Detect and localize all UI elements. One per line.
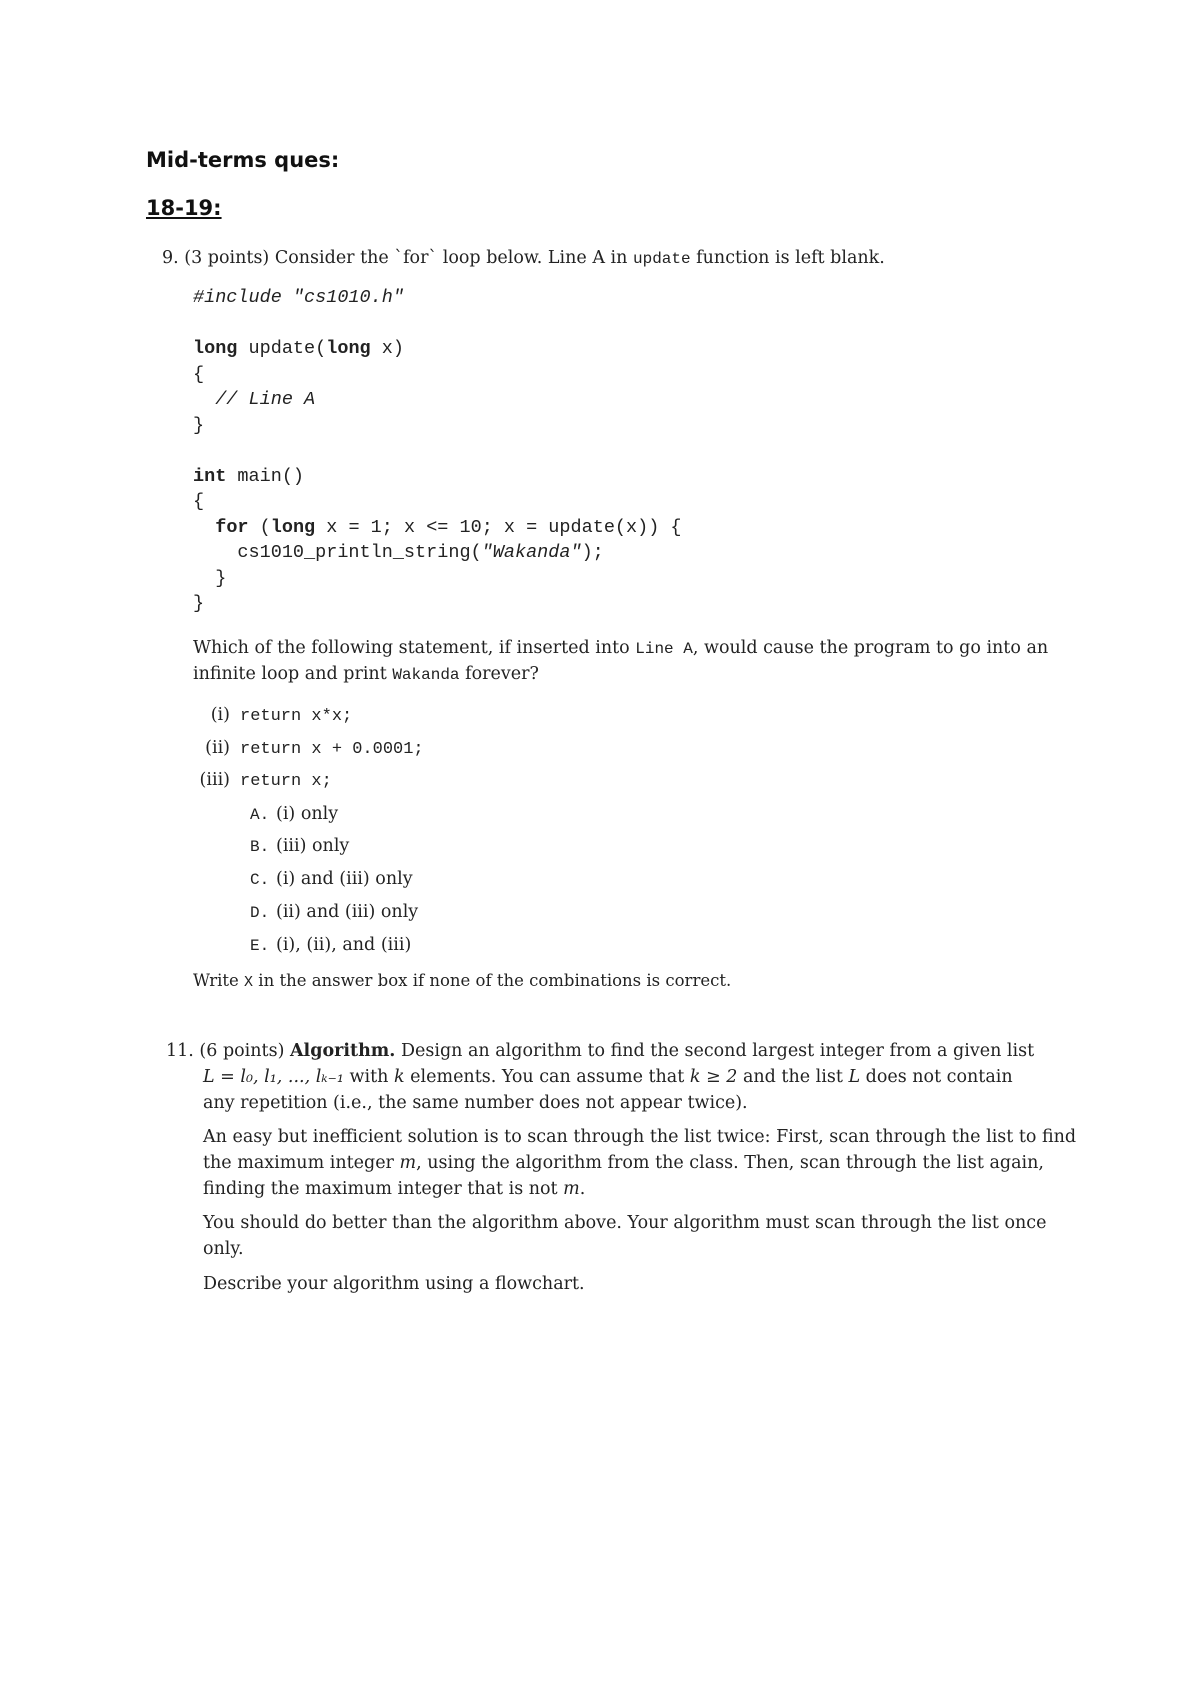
q11-math-m: m xyxy=(399,1153,417,1173)
q11-math-list: L = l₀, l₁, ..., lₖ₋₁ xyxy=(203,1067,344,1087)
q11-p3-line2: only. xyxy=(203,1239,244,1259)
code-line-brace: } xyxy=(193,567,227,589)
q9-number: 9. xyxy=(162,248,179,268)
q11-p3-line1: You should do better than the algorithm above. Your algorithm must scan through the list once xyxy=(203,1213,1047,1233)
q9-footer xyxy=(193,971,731,991)
q9-header xyxy=(162,248,885,268)
q9-choice xyxy=(250,869,413,889)
q9-choice-text: (iii) only xyxy=(276,836,350,856)
q9-choice-letter: C. xyxy=(250,871,270,889)
q9-option xyxy=(190,770,332,791)
q9-choice-text: (i) and (iii) only xyxy=(276,869,413,889)
q9-intro-code: update xyxy=(632,250,691,268)
code-line-brace: } xyxy=(193,593,205,614)
q9-intro: Consider the `for` loop below. Line A in xyxy=(274,248,628,268)
q9-choice xyxy=(250,935,411,955)
q11-text: and the list xyxy=(742,1067,843,1087)
q9-choice-text: (ii) and (iii) only xyxy=(276,902,419,922)
q11-p4: Describe your algorithm using a flowchart. xyxy=(203,1274,585,1294)
q11-text: , using the algorithm from the class. Then, scan through the list again, xyxy=(416,1153,1044,1173)
q11-line2 xyxy=(203,1067,1013,1087)
q9-question-text-d: forever? xyxy=(465,664,539,684)
q11-text: does not contain xyxy=(865,1067,1013,1087)
q11-points: (6 points) xyxy=(199,1041,285,1061)
q11-text: finding the maximum integer that is not xyxy=(203,1179,558,1199)
q9-choice xyxy=(250,836,349,856)
q11-math-k: k xyxy=(393,1067,405,1087)
q9-question-text: Which of the following statement, if inserted into xyxy=(193,638,630,658)
q11-number: 11. xyxy=(166,1041,194,1061)
q9-option-label: (ii) xyxy=(205,738,230,758)
q11-p2-line3 xyxy=(203,1179,585,1199)
q11-text: with xyxy=(349,1067,389,1087)
q9-question-code: Line A xyxy=(635,640,693,658)
q9-choice-letter: B. xyxy=(250,838,270,856)
code-line-main-sig: int main() xyxy=(193,465,305,487)
code-line-println: cs1010_println_string("Wakanda"); xyxy=(193,542,604,563)
q9-question-text-c: infinite loop and print xyxy=(193,664,387,684)
q9-choice-letter: E. xyxy=(250,937,270,955)
q11-text: the maximum integer xyxy=(203,1153,394,1173)
q9-choice-text: (i) only xyxy=(276,804,339,824)
code-line-include: #include "cs1010.h" xyxy=(193,287,404,308)
q9-option xyxy=(190,738,424,759)
q9-choice xyxy=(250,902,418,922)
q11-math-L: L xyxy=(848,1067,861,1087)
q11-p2-line2 xyxy=(203,1153,1044,1173)
q9-question-line1 xyxy=(193,638,1048,658)
q11-title: Algorithm. xyxy=(289,1041,396,1061)
q11-text: Design an algorithm to find the second largest integer from a given list xyxy=(400,1041,1035,1061)
q9-choice xyxy=(250,804,338,824)
q11-line3: any repetition (i.e., the same number does not appear twice). xyxy=(203,1093,748,1113)
q9-code-block xyxy=(193,285,682,617)
q9-option-code: return x + 0.0001; xyxy=(240,740,424,759)
year-heading: 18-19: xyxy=(146,196,222,220)
code-line-update-sig: long update(long x) xyxy=(193,338,404,359)
q9-choice-text: (i), (ii), and (iii) xyxy=(276,935,412,955)
q9-footer-code: X xyxy=(244,974,254,991)
q9-question-text-b: , would cause the program to go into an xyxy=(692,638,1049,658)
code-line-brace: { xyxy=(193,363,205,385)
code-line-brace: { xyxy=(193,491,205,512)
q11-line1 xyxy=(166,1041,1034,1061)
q9-intro-end: function is left blank. xyxy=(696,248,885,268)
q9-choice-letter: A. xyxy=(250,806,270,824)
q11-math-k-ge-2: k ≥ 2 xyxy=(689,1067,738,1087)
q9-question-line2 xyxy=(193,664,539,684)
code-line-blank xyxy=(193,311,682,337)
code-line-blank xyxy=(193,438,682,464)
q9-option-code: return x*x; xyxy=(240,707,353,726)
page-title: Mid-terms ques: xyxy=(146,148,340,172)
code-line-comment: // Line A xyxy=(193,389,316,410)
q11-math-m: m xyxy=(563,1179,580,1199)
q9-question-code2: Wakanda xyxy=(392,666,460,684)
code-line-for: for (long x = 1; x <= 10; x = update(x)) { xyxy=(215,516,682,538)
q9-points: (3 points) xyxy=(184,248,270,268)
q9-footer-text: Write xyxy=(193,971,239,990)
q9-option-code: return x; xyxy=(240,772,332,791)
q9-option-label: (iii) xyxy=(199,770,230,790)
code-line-brace: } xyxy=(193,414,205,436)
q11-text: . xyxy=(579,1179,586,1199)
q9-footer-text-b: in the answer box if none of the combinations is correct. xyxy=(258,971,732,990)
q9-option xyxy=(190,705,352,726)
q9-option-label: (i) xyxy=(210,705,230,725)
q9-choice-letter: D. xyxy=(250,904,270,922)
q11-text: elements. You can assume that xyxy=(410,1067,685,1087)
q11-p2-line1: An easy but inefficient solution is to scan through the list twice: First, scan through the list to find xyxy=(203,1127,1077,1147)
